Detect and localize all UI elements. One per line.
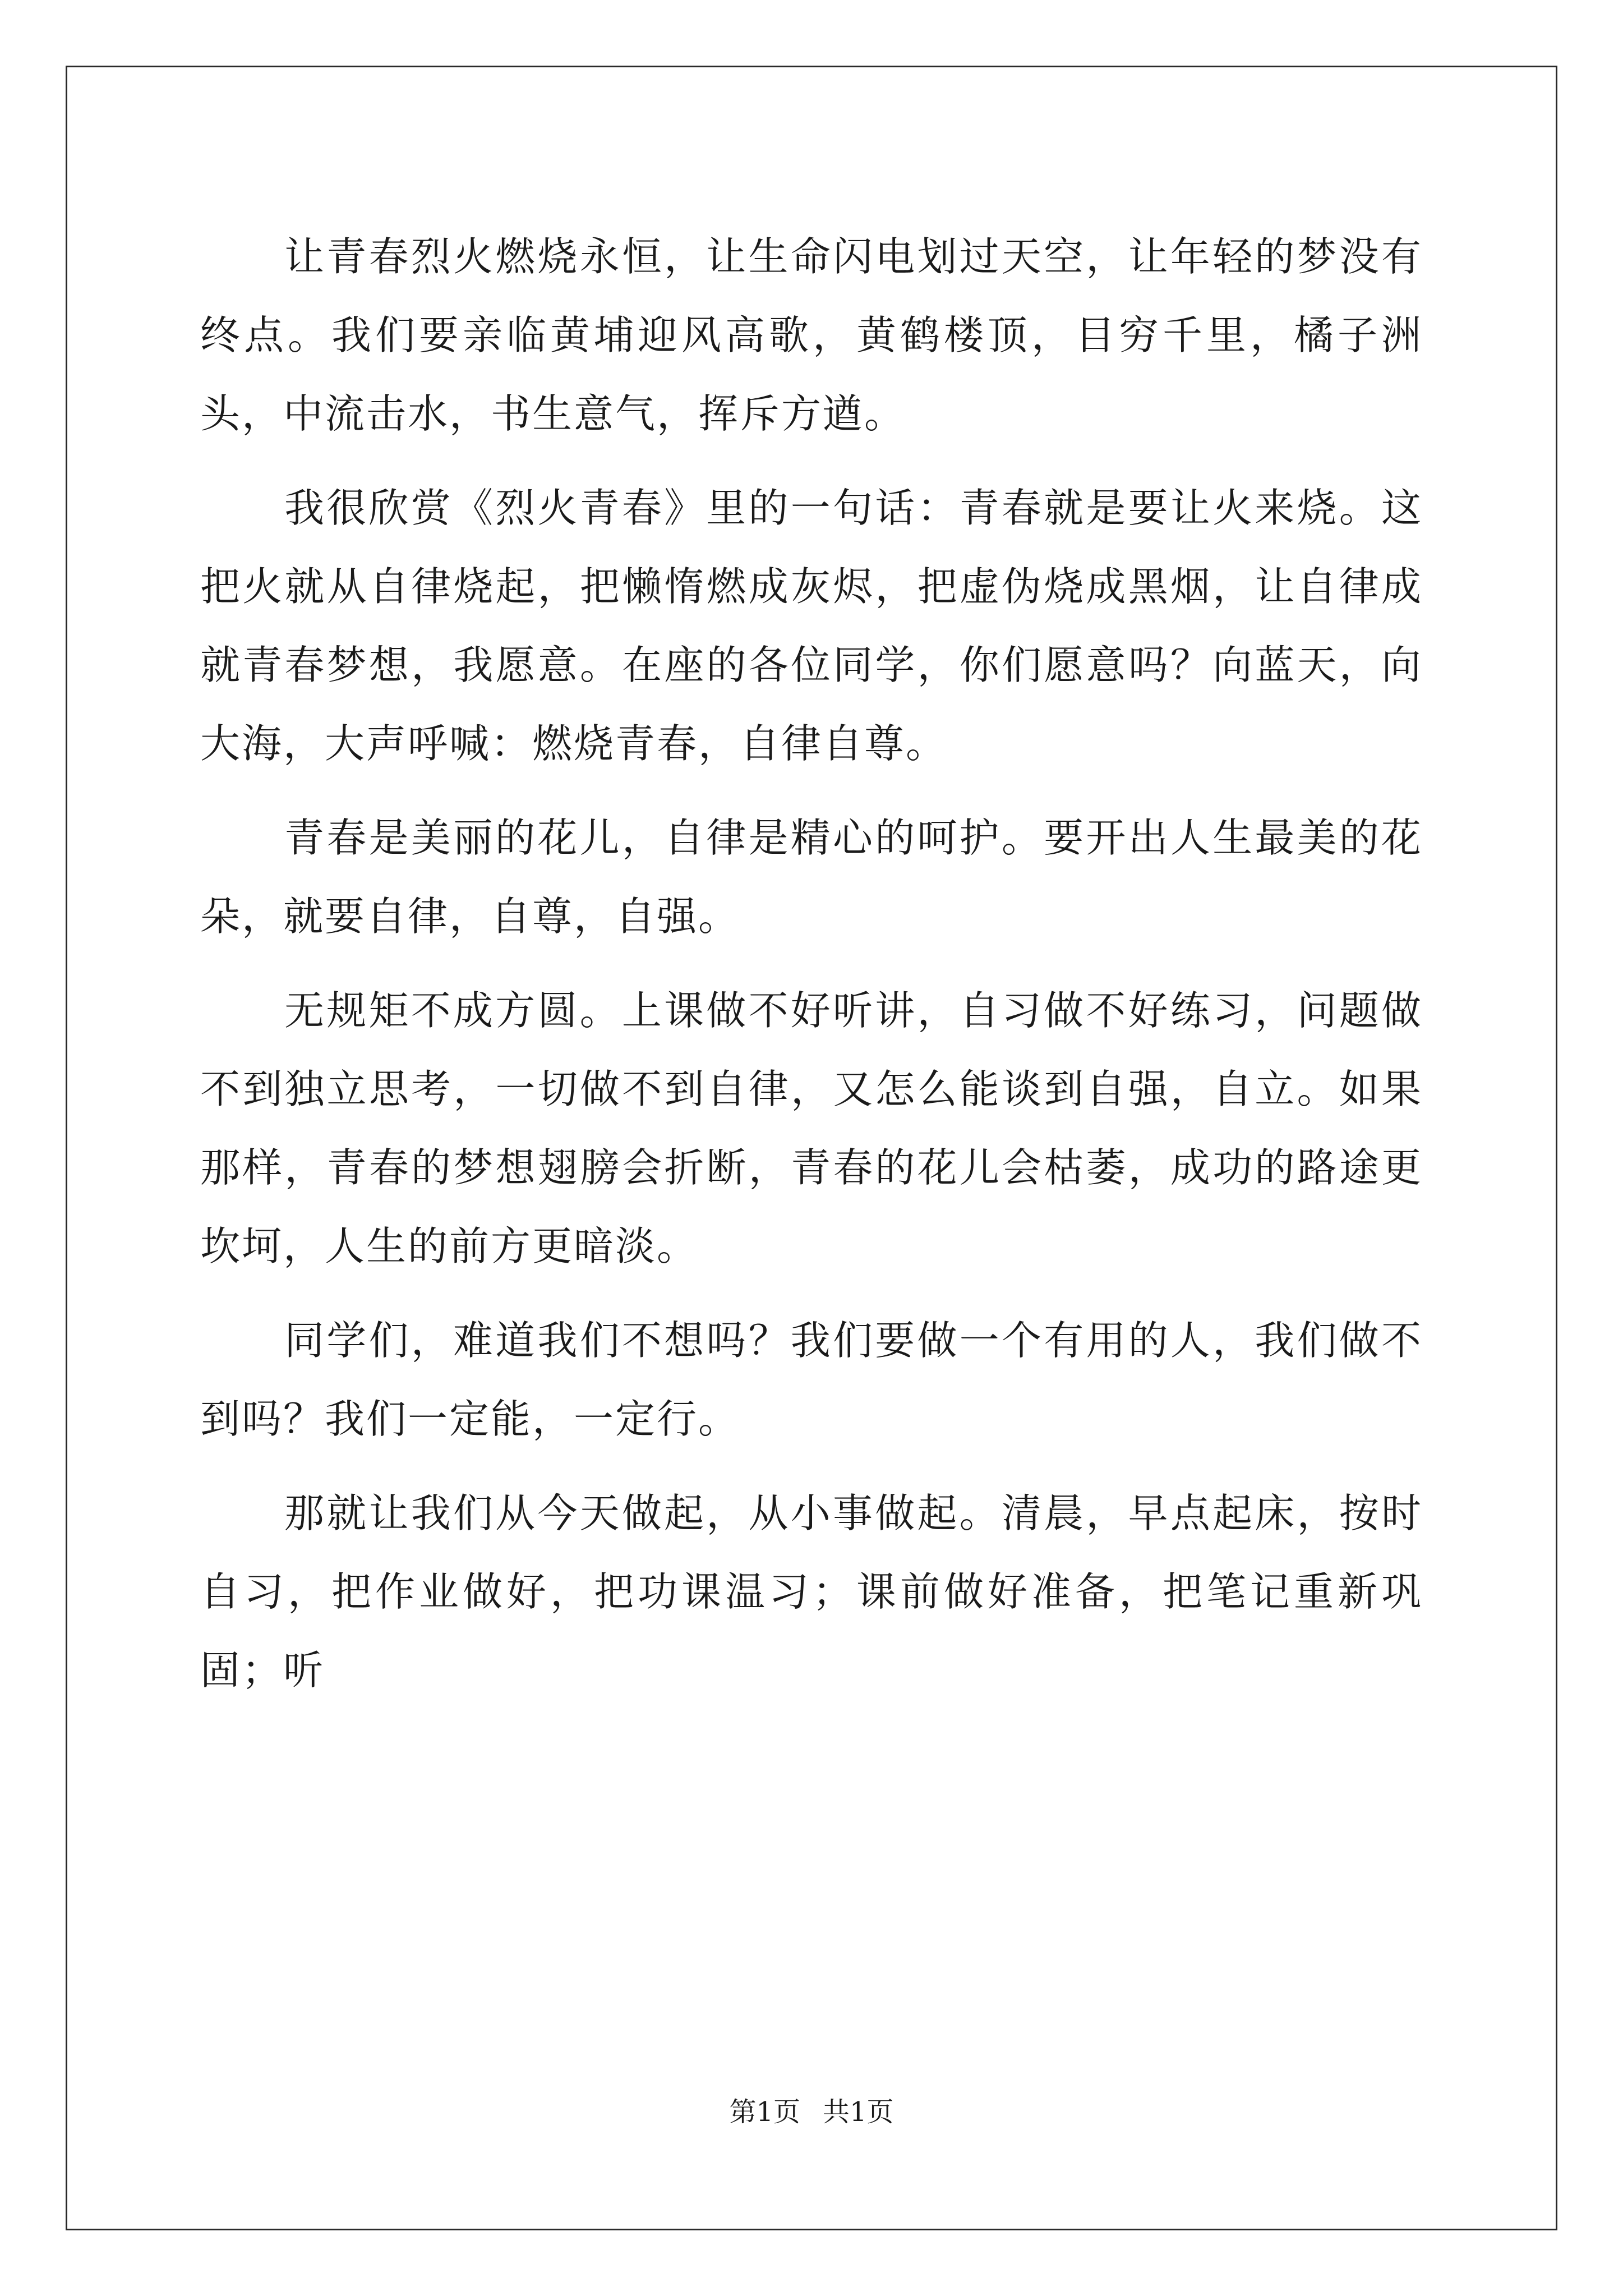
- paragraph: 青春是美丽的花儿，自律是精心的呵护。要开出人生最美的花朵，就要自律，自尊，自强。: [200, 815, 1423, 940]
- paragraph: 同学们，难道我们不想吗？我们要做一个有用的人，我们做不到吗？我们一定能，一定行。: [200, 1317, 1423, 1442]
- paragraph: 让青春烈火燃烧永恒，让生命闪电划过天空，让年轻的梦没有终点。我们要亲临黄埔迎风高歌，黄鹤楼顶，目穷千里，橘子洲头，中流击水，书生意气，挥斥方遒。: [200, 233, 1423, 437]
- paragraph: 无规矩不成方圆。上课做不好听讲，自习做不好练习，问题做不到独立思考，一切做不到自律，又怎么能谈到自强，自立。如果那样，青春的梦想翅膀会折断，青春的花儿会枯萎，成功的路途更坎坷，人生的前方更暗淡。: [200, 987, 1423, 1269]
- document-body: [200, 218, 1423, 1710]
- page-footer: [0, 2095, 1623, 2129]
- page-number-total: 共1页: [823, 2096, 894, 2128]
- page-number-current: 第1页: [729, 2096, 800, 2128]
- paragraph: 那就让我们从今天做起，从小事做起。清晨，早点起床，按时自习，把作业做好，把功课温习；课前做好准备，把笔记重新巩固；听: [200, 1490, 1423, 1694]
- paragraph: 我很欣赏《烈火青春》里的一句话：青春就是要让火来烧。这把火就从自律烧起，把懒惰燃成灰烬，把虚伪烧成黑烟，让自律成就青春梦想，我愿意。在座的各位同学，你们愿意吗？向蓝天，向大海，大声呼喊：燃烧青春，自律自尊。: [200, 485, 1423, 767]
